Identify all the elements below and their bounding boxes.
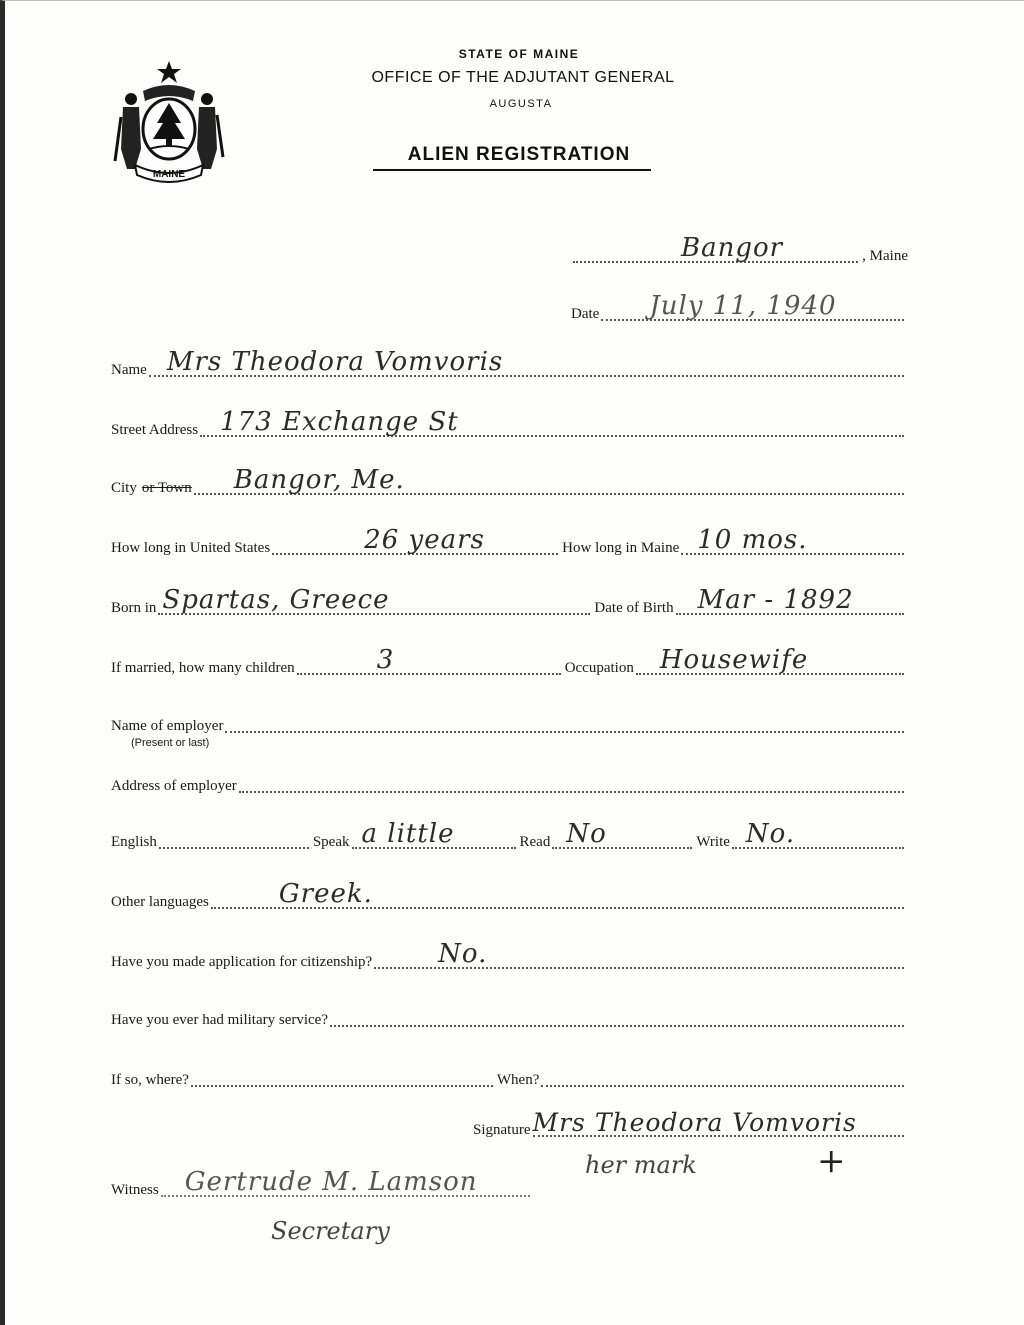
date-value: July 11, 1940 — [649, 291, 837, 321]
write-value: No. — [745, 819, 796, 849]
write-label: Write — [696, 834, 730, 850]
place-row — [571, 233, 908, 267]
dob-field[interactable] — [676, 583, 904, 615]
dob-value: Mar - 1892 — [697, 585, 854, 615]
employer-address-label: Address of employer — [111, 778, 237, 794]
other-languages-row — [111, 879, 908, 913]
date-label: Date — [571, 306, 600, 322]
name-field[interactable] — [149, 345, 904, 377]
header-city: AUGUSTA — [489, 98, 553, 110]
witness-row — [111, 1167, 534, 1201]
children-value: 3 — [376, 645, 395, 675]
where-field[interactable] — [191, 1055, 493, 1087]
street-row — [111, 407, 908, 441]
street-field[interactable] — [200, 405, 904, 437]
military-label: Have you ever had military service? — [111, 1012, 328, 1028]
employer-name-row — [111, 707, 908, 737]
city-struck-label: or Town — [141, 480, 192, 496]
employer-address-row — [111, 767, 908, 797]
form-title: ALIEN REGISTRATION — [407, 144, 631, 165]
place-field[interactable] — [573, 231, 858, 263]
city-row — [111, 465, 908, 499]
employer-address-field[interactable] — [239, 761, 904, 793]
witness-label: Witness — [111, 1182, 159, 1198]
occupation-field[interactable] — [636, 643, 904, 675]
other-languages-field[interactable] — [211, 877, 904, 909]
city-field[interactable] — [194, 463, 904, 495]
speak-field[interactable] — [352, 817, 516, 849]
street-label: Street Address — [111, 422, 199, 438]
place-value: Bangor — [681, 233, 784, 263]
occupation-label: Occupation — [564, 660, 634, 676]
english-row — [111, 819, 908, 853]
born-in-label: Born in — [111, 600, 157, 616]
born-row — [111, 585, 908, 619]
signature-mark: + — [817, 1141, 846, 1181]
employer-name-sublabel: (Present or last) — [131, 737, 210, 749]
city-value: Bangor, Me. — [233, 465, 405, 495]
header-office: OFFICE OF THE ADJUTANT GENERAL — [371, 69, 675, 86]
born-in-field[interactable] — [158, 583, 590, 615]
name-row — [111, 347, 908, 381]
employer-name-label: Name of employer — [111, 718, 224, 734]
citizenship-field[interactable] — [374, 937, 904, 969]
name-value: Mrs Theodora Vomvoris — [166, 347, 504, 377]
how-long-us-field[interactable] — [272, 523, 558, 555]
citizenship-label: Have you made application for citizenship? — [111, 954, 373, 970]
city-label: City — [111, 480, 137, 496]
employer-name-field[interactable] — [225, 701, 904, 733]
military-row — [111, 1001, 908, 1031]
when-label: When? — [496, 1072, 540, 1088]
born-in-value: Spartas, Greece — [162, 585, 390, 615]
street-value: 173 Exchange St — [220, 407, 459, 437]
children-row — [111, 645, 908, 679]
where-label: If so, where? — [111, 1072, 189, 1088]
when-field[interactable] — [541, 1055, 904, 1087]
header-state: STATE OF MAINE — [458, 47, 580, 61]
how-long-us-value: 26 years — [364, 525, 485, 555]
other-languages-label: Other languages — [111, 894, 209, 910]
witness-field[interactable] — [161, 1165, 530, 1197]
english-label: English — [111, 834, 157, 850]
read-field[interactable] — [552, 817, 692, 849]
military-field[interactable] — [330, 995, 904, 1027]
speak-value: a little — [361, 819, 455, 849]
dob-label: Date of Birth — [594, 600, 674, 616]
occupation-value: Housewife — [659, 645, 809, 675]
write-field[interactable] — [732, 817, 904, 849]
how-long-maine-field[interactable] — [681, 523, 904, 555]
witness-value: Gertrude M. Lamson — [184, 1167, 478, 1197]
signature-label: Signature — [473, 1122, 531, 1138]
her-mark-note: her mark — [585, 1151, 697, 1179]
date-row — [571, 291, 908, 325]
signature-row — [473, 1108, 908, 1141]
signature-field[interactable] — [533, 1105, 905, 1137]
read-label: Read — [519, 834, 551, 850]
date-field[interactable] — [601, 289, 904, 321]
citizenship-row — [111, 939, 908, 973]
children-label: If married, how many children — [111, 660, 295, 676]
witness-title: Secretary — [271, 1217, 390, 1245]
how-long-us-label: How long in United States — [111, 540, 271, 556]
children-field[interactable] — [297, 643, 561, 675]
name-label: Name — [111, 362, 147, 378]
english-filler — [159, 817, 309, 849]
citizenship-value: No. — [438, 939, 488, 969]
title-underline — [373, 169, 651, 171]
speak-label: Speak — [312, 834, 350, 850]
read-value: No — [566, 819, 607, 849]
how-long-maine-value: 10 mos. — [697, 525, 808, 555]
signature-value: Mrs Theodora Vomvoris — [532, 1108, 857, 1137]
other-languages-value: Greek. — [278, 879, 373, 909]
where-when-row — [111, 1061, 908, 1091]
place-suffix: , Maine — [862, 248, 908, 264]
seal-text: MAINE — [152, 169, 186, 180]
how-long-maine-label: How long in Maine — [562, 540, 680, 556]
how-long-row — [111, 525, 908, 559]
